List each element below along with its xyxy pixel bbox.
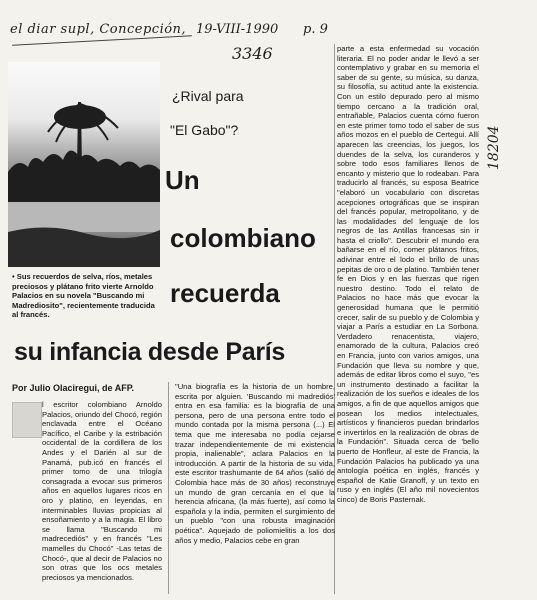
headline-line-4: su infancia desde París bbox=[14, 338, 285, 366]
handwritten-source: el diar supl, Concepción, bbox=[10, 22, 187, 37]
article-column-middle bbox=[175, 382, 335, 549]
byline: Por Julio Olaciregui, de AFP. bbox=[12, 383, 135, 393]
article-text-right: parte a esta enfermedad su vocación literaria. El no poder andar le llevó a ser contemplativo y grabar en su memoria el saber de su gente, su música, su danza, su filosofía, su actitud ante la existencia. Con un estilo depurado pero al mismo tiempo cercano a la tradición oral, entrañable, Palacios cuenta cómo fueron en este primer tomo todo el saber de sus años mozos en el pueblo de Certegui. Allí aparecen las creencias, los juegos, los duendes de la selva, los curanderos y sobre todo esos familiares llenos de encanto y misterio que lo rodeaban. Para traducirlo al francés, su esposa Beatrice "elaboró un vocabulario con discretas acepciones ortográficas que se inspiran del francés popular, metropolitano, y de las modalidades del lenguaje de los negros de las Antillas francesas sin ir hasta el criollo". Descubrir el mundo era bañarse en el río, comer plátanos fritos, adivinar entre el lodo el brillo de unas pepitas de oro o de platino. También tener fe en Dios y en las fuerzas que rigen nuestro destino. Todo el relato de Palacios no hace más que evocar la generosidad humana que le permitió crecer, salir de su pueblo y de Colombia y viajar a París a estudiar en La Sorbona. Verdadero renacentista, viajero, enamorado de la cultura, Palacios creó en Francia, junto con varios amigos, una Fundación que lleva su nombre y que, además de editar libros como el suyo, "es un instrumento destinado a facilitar la realización de los sueños e ideales de los amigos, a fin de que aquellos amigos que posean los medios intelectuales, artísticos y financieros puedan brindarlos e invertirlos en la realización de obras de la Fundación". Situada cerca de 'bello puerto de Honfleur, al este de Francia, la Fundación Palacios ha publicado ya una antología poética en inglés, francés y español de Katie Granoff, y un texto en ruso y en inglés (El año mil novecientos cinco) de Boris Pasternak. bbox=[337, 44, 479, 504]
photo-caption: • Sus recuerdos de selva, ríos, metales preciosos y plátano frito vierte Arnoldo Palacios en su novela "Buscando mi Madrediosito", recientemente traducida al francés. bbox=[12, 272, 155, 319]
article-text-left: l escritor colombiano Arnoldo Palacios, oriundo del Chocó, región enclavada entre el Océano Pacífico, el Caribe y la estribación occidental de la cordillera de los Andes y el Darién al sur de Panamá, pub.icó en francés el primer tomo de una trilogía consagrada a evocar sus primeros años en aquellos lugares ricos en oro y platino, en leyendas, en interminables lluvias propicias al ensoñamiento y a la magia. El libro se llama "Buscando mi madrecediós" y en francés "Les mamelles du Chocó" -Las tetas de Chocó-, que al decir de Palacios no son otras que los ocs metales preciosos ya mencionados. bbox=[42, 400, 162, 582]
article-column-right bbox=[337, 44, 479, 509]
article-text-middle: "Una biografía es la historia de un hombre, escrita por alguien. 'Buscando mi madrediós' entra en esa familia: es la biografía de una persona, pero de una persona entre todo el mundo contada por la misma persona (...) El tema que me interesaba no podía cejarse trazar independientemente de mi existencia propia, inalienable", aclara Palacios en la introducción. A partir de la historia de su vida, este escritor trashumante de 64 años (salió de Colombia hace más de 30 años) reconstruye un mundo de gran cercanía en el que la herencia africana, (la más fuerte), así como la española y la india, permiten el surgimiento de un pueblo "con una robusta imaginación poética". Aquejado de poliomielitis a los dos años y medio, Palacios cebe en gran bbox=[175, 382, 335, 545]
handwritten-page: p. 9 bbox=[303, 22, 328, 37]
headline-line-2: colombiano bbox=[170, 223, 316, 253]
column-divider-left bbox=[168, 382, 169, 594]
jungle-photo bbox=[8, 62, 160, 267]
handwritten-number: 3346 bbox=[232, 44, 273, 63]
kicker-line-2: "El Gabo"? bbox=[170, 122, 239, 138]
handwritten-side-number: 18204 bbox=[486, 125, 502, 170]
kicker-line-1: ¿Rival para bbox=[172, 88, 244, 104]
headline-line-1: Un bbox=[165, 165, 200, 195]
handwritten-date: 19-VIII-1990 bbox=[196, 22, 279, 37]
article-column-left bbox=[12, 400, 162, 586]
jungle-photo-drawing bbox=[8, 62, 160, 267]
headline-line-3: recuerda bbox=[170, 278, 280, 308]
